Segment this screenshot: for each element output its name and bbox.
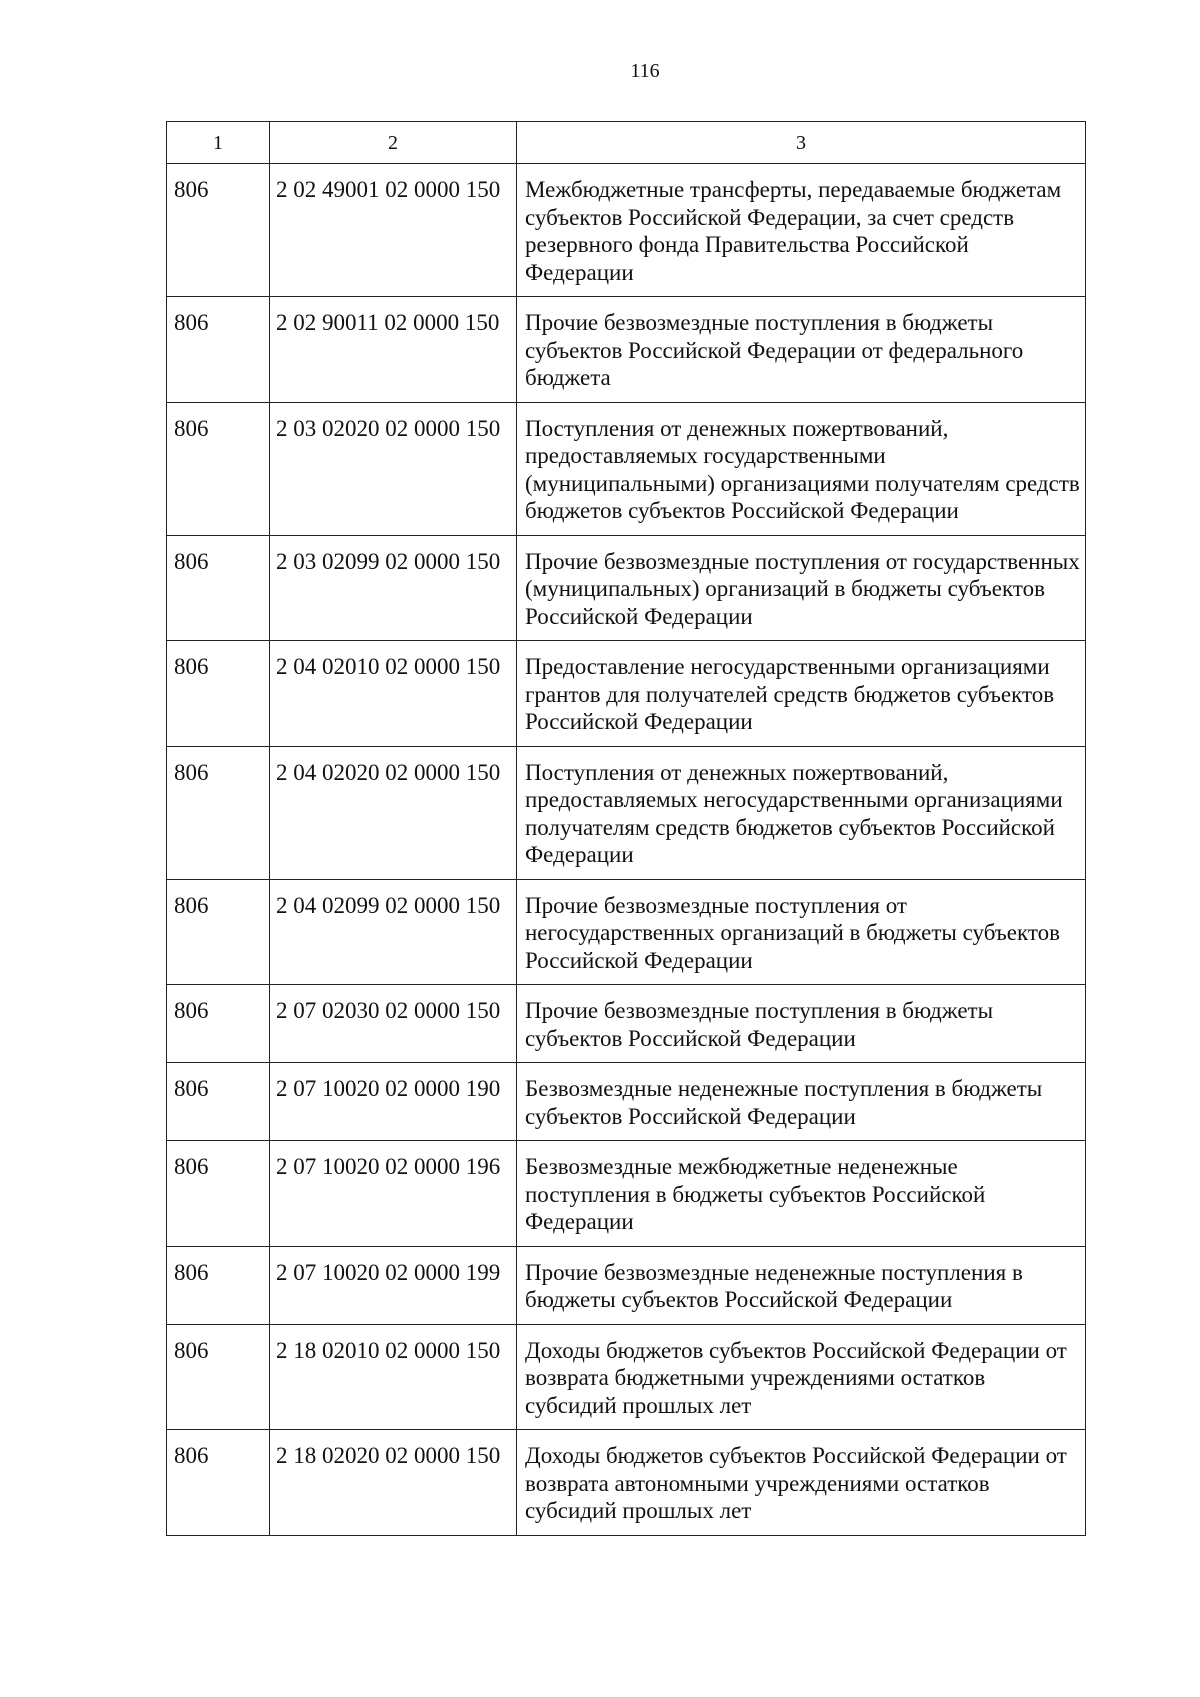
revenue-name-cell: Доходы бюджетов субъектов Российской Федерации от возврата автономными учреждениями остатков субсидий прошлых лет bbox=[517, 1430, 1086, 1536]
budget-code-cell: 2 07 10020 02 0000 190 bbox=[270, 1063, 517, 1141]
header-row bbox=[167, 122, 1086, 164]
revenue-name-cell: Доходы бюджетов субъектов Российской Федерации от возврата бюджетными учреждениями остатков субсидий прошлых лет bbox=[517, 1324, 1086, 1430]
revenue-name-cell: Предоставление негосударственными организациями грантов для получателей средств бюджетов субъектов Российской Федерации bbox=[517, 641, 1086, 747]
budget-code-cell: 2 18 02020 02 0000 150 bbox=[270, 1430, 517, 1536]
admin-code-cell: 806 bbox=[167, 1141, 270, 1247]
admin-code-cell: 806 bbox=[167, 1063, 270, 1141]
budget-code-cell: 2 04 02010 02 0000 150 bbox=[270, 641, 517, 747]
budget-code-cell: 2 04 02099 02 0000 150 bbox=[270, 879, 517, 985]
admin-code-cell: 806 bbox=[167, 535, 270, 641]
revenue-name-cell: Прочие безвозмездные неденежные поступления в бюджеты субъектов Российской Федерации bbox=[517, 1246, 1086, 1324]
header-cell-1: 1 bbox=[167, 122, 270, 164]
table-row bbox=[167, 1246, 1086, 1324]
revenue-name-cell: Безвозмездные неденежные поступления в бюджеты субъектов Российской Федерации bbox=[517, 1063, 1086, 1141]
admin-code-cell: 806 bbox=[167, 641, 270, 747]
budget-code-cell: 2 07 02030 02 0000 150 bbox=[270, 985, 517, 1063]
admin-code-cell: 806 bbox=[167, 297, 270, 403]
table-row bbox=[167, 1324, 1086, 1430]
table-row bbox=[167, 1430, 1086, 1536]
revenue-codes-table bbox=[166, 121, 1086, 1536]
table-row bbox=[167, 641, 1086, 747]
table-row bbox=[167, 1063, 1086, 1141]
budget-code-cell: 2 03 02099 02 0000 150 bbox=[270, 535, 517, 641]
admin-code-cell: 806 bbox=[167, 164, 270, 297]
admin-code-cell: 806 bbox=[167, 746, 270, 879]
table-row bbox=[167, 985, 1086, 1063]
budget-code-cell: 2 07 10020 02 0000 196 bbox=[270, 1141, 517, 1247]
revenue-name-cell: Прочие безвозмездные поступления от государственных (муниципальных) организаций в бюджеты субъектов Российской Федерации bbox=[517, 535, 1086, 641]
admin-code-cell: 806 bbox=[167, 1324, 270, 1430]
budget-code-cell: 2 02 90011 02 0000 150 bbox=[270, 297, 517, 403]
table-row bbox=[167, 746, 1086, 879]
budget-code-cell: 2 02 49001 02 0000 150 bbox=[270, 164, 517, 297]
budget-code-cell: 2 18 02010 02 0000 150 bbox=[270, 1324, 517, 1430]
revenue-name-cell: Поступления от денежных пожертвований, предоставляемых государственными (муниципальными) организациями получателям средств бюджетов субъектов Российской Федерации bbox=[517, 402, 1086, 535]
header-cell-2: 2 bbox=[270, 122, 517, 164]
budget-code-cell: 2 04 02020 02 0000 150 bbox=[270, 746, 517, 879]
header-cell-3: 3 bbox=[517, 122, 1086, 164]
table-header bbox=[167, 122, 1086, 164]
revenue-name-cell: Прочие безвозмездные поступления от негосударственных организаций в бюджеты субъектов Российской Федерации bbox=[517, 879, 1086, 985]
table-row bbox=[167, 535, 1086, 641]
admin-code-cell: 806 bbox=[167, 402, 270, 535]
table-row bbox=[167, 1141, 1086, 1247]
admin-code-cell: 806 bbox=[167, 985, 270, 1063]
admin-code-cell: 806 bbox=[167, 1246, 270, 1324]
table-body bbox=[167, 164, 1086, 1536]
admin-code-cell: 806 bbox=[167, 879, 270, 985]
revenue-name-cell: Прочие безвозмездные поступления в бюджеты субъектов Российской Федерации от федерального бюджета bbox=[517, 297, 1086, 403]
revenue-name-cell: Межбюджетные трансферты, передаваемые бюджетам субъектов Российской Федерации, за счет средств резервного фонда Правительства Российской Федерации bbox=[517, 164, 1086, 297]
admin-code-cell: 806 bbox=[167, 1430, 270, 1536]
budget-code-cell: 2 03 02020 02 0000 150 bbox=[270, 402, 517, 535]
table-row bbox=[167, 879, 1086, 985]
revenue-name-cell: Прочие безвозмездные поступления в бюджеты субъектов Российской Федерации bbox=[517, 985, 1086, 1063]
table-row bbox=[167, 402, 1086, 535]
page-number: 116 bbox=[630, 60, 660, 82]
revenue-name-cell: Поступления от денежных пожертвований, предоставляемых негосударственными организациями получателям средств бюджетов субъектов Российской Федерации bbox=[517, 746, 1086, 879]
budget-code-cell: 2 07 10020 02 0000 199 bbox=[270, 1246, 517, 1324]
revenue-name-cell: Безвозмездные межбюджетные неденежные поступления в бюджеты субъектов Российской Федерации bbox=[517, 1141, 1086, 1247]
table-row bbox=[167, 297, 1086, 403]
table-row bbox=[167, 164, 1086, 297]
